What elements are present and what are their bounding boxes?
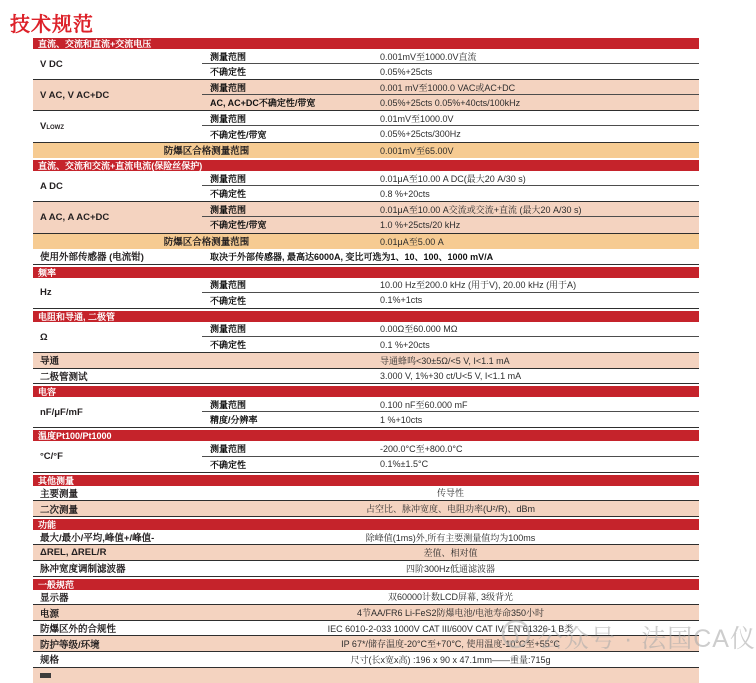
- group-label-subscript: LOWZ: [46, 125, 65, 132]
- spec-subrow: [202, 64, 699, 79]
- field-label: 测量范围: [210, 324, 247, 335]
- spec-group: [33, 171, 699, 202]
- section-header-bar: 直流、交流和交流+直流电流(保险丝保护): [33, 160, 699, 171]
- field-label: 测量范围: [210, 204, 247, 215]
- row-label: 最大/最小/平均,峰值+/峰值-: [40, 533, 155, 545]
- spec-subrow: [202, 322, 699, 337]
- spec-subrow: [202, 171, 699, 186]
- value-cell: 四阶300Hz低通滤波器: [405, 563, 496, 574]
- value-cell: 1.0 %+25cts/20 kHz: [380, 219, 461, 230]
- field-label: 不确定性: [210, 295, 247, 306]
- spec-subrow: [202, 412, 699, 427]
- group-label-text: nF/μF/mF: [40, 406, 83, 418]
- value-cell: 差值、相对值: [423, 548, 478, 559]
- field-label: 测量范围: [210, 82, 247, 93]
- partial-cutoff-row: [33, 668, 699, 683]
- value-cell: 0.1%+1cts: [380, 295, 423, 306]
- row-label: 防护等级/环境: [40, 639, 100, 651]
- value-cell: 0.01μA至10.00 A DC(最大20 A/30 s): [380, 173, 526, 184]
- section-header-bar: 电阻和导通, 二极管: [33, 311, 699, 322]
- value-cell: 0.05%+25cts 0.05%+40cts/100kHz: [380, 97, 521, 108]
- page-title: 技术规范: [10, 14, 94, 36]
- value-cell: IEC 6010-2-033 1000V CAT III/600V CAT IV, EN 61326-1 B类: [327, 623, 574, 634]
- field-label: 测量范围: [210, 444, 247, 455]
- spec-subrows: [202, 80, 699, 110]
- spec-group: [33, 397, 699, 428]
- group-label: [33, 202, 202, 232]
- row-label: ΔREL, ΔREL/R: [40, 547, 107, 559]
- spec-subrow: [202, 202, 699, 217]
- spec-subrow: [202, 441, 699, 456]
- spec-subrow: [202, 186, 699, 201]
- value-cell: 0.1%±1.5°C: [380, 459, 429, 470]
- value-cell: 尺寸(长x宽x高) :196 x 90 x 47.1mm——重量:715g: [350, 654, 551, 665]
- spec-group: [33, 322, 699, 353]
- spec-row: [33, 530, 699, 546]
- value-cell: 0.8 %+20cts: [380, 188, 430, 199]
- value-cell: 0.001 mV至1000.0 VAC或AC+DC: [380, 82, 516, 93]
- section-header-bar: 一般规范: [33, 579, 699, 590]
- value-cell: 占空比、脉冲宽度、电阻功率(U²/R)、dBm: [366, 504, 535, 515]
- value-cell: 导通蜂鸣<30±5Ω/<5 V, I<1.1 mA: [380, 355, 510, 366]
- row-label: 电源: [40, 608, 60, 620]
- section-header-bar: 直流、交流和直流+交流电压: [33, 38, 699, 49]
- field-label: 不确定性: [210, 67, 247, 78]
- field-label: 测量范围: [210, 280, 247, 291]
- row-label: 使用外部传感器 (电流钳): [40, 252, 144, 264]
- spec-subrows: [202, 441, 699, 471]
- group-label-text: A DC: [40, 180, 63, 192]
- value-cell: 双60000计数LCD屏幕, 3级背光: [387, 592, 514, 603]
- group-label: [33, 80, 202, 110]
- value-cell: 取决于外部传感器, 最高达6000A, 变比可选为1、10、100、1000 mV/A: [210, 251, 494, 262]
- value-cell: IP 67*/储存温度-20°C至+70°C, 使用温度-10°C至+55°C: [341, 639, 560, 650]
- group-label: [33, 49, 202, 79]
- field-label: 不确定性/带宽: [210, 220, 267, 231]
- value-cell: 1 %+10cts: [380, 414, 423, 425]
- group-label: [33, 322, 202, 352]
- value-cell: 0.01mV至1000.0V: [380, 113, 454, 124]
- spec-row: [33, 486, 699, 502]
- row-label: 脉冲宽度调制滤波器: [40, 564, 126, 576]
- value-cell: 0.01μA至10.00 A交流或交流+直流 (最大20 A/30 s): [380, 204, 582, 215]
- spec-group: [33, 49, 699, 80]
- field-label: 不确定性: [210, 189, 247, 200]
- spec-row: [33, 636, 699, 652]
- spec-subrow: [202, 278, 699, 293]
- watermark-text: 公众号 · 法国CA仪: [538, 624, 756, 653]
- spec-subrows: [202, 322, 699, 352]
- spec-row: [33, 605, 699, 621]
- value-cell: 0.00Ω至60.000 MΩ: [380, 324, 458, 335]
- value-cell: 0.001mV至65.00V: [380, 145, 454, 156]
- spec-subrow: [202, 80, 699, 95]
- spec-subrows: [202, 202, 699, 232]
- spec-row: [33, 561, 699, 577]
- spec-group: [33, 202, 699, 233]
- field-label: 测量范围: [210, 51, 247, 62]
- spec-row: [33, 652, 699, 668]
- value-cell: 0.1 %+20cts: [380, 339, 430, 350]
- value-cell: 4节AA/FR6 Li-FeS2防爆电池/电池寿命350小时: [356, 608, 545, 619]
- spec-subrows: [202, 171, 699, 201]
- group-label-text: Ω: [40, 331, 48, 343]
- group-label-text: V: [40, 120, 47, 132]
- value-cell: 0.05%+25cts: [380, 66, 433, 77]
- value-cell: 除峰值(1ms)外,所有主要测量值均为100ms: [365, 532, 536, 543]
- group-label-text: A AC, A AC+DC: [40, 211, 110, 223]
- spec-group: [33, 80, 699, 111]
- field-label: 精度/分辨率: [210, 415, 258, 426]
- group-label-text: Hz: [40, 287, 52, 299]
- field-label: 测量范围: [210, 173, 247, 184]
- field-label: 不确定性: [210, 340, 247, 351]
- section-header-bar: 频率: [33, 267, 699, 278]
- row-label: 二次测量: [40, 504, 79, 516]
- spec-subrow: [202, 293, 699, 308]
- field-label: 测量范围: [210, 399, 247, 410]
- spec-group: [33, 441, 699, 472]
- value-cell: -200.0°C至+800.0°C: [380, 444, 463, 455]
- value-cell: 0.05%+25cts/300Hz: [380, 129, 461, 140]
- spec-group: [33, 278, 699, 309]
- spec-subrow: [202, 217, 699, 232]
- group-label-text: V AC, V AC+DC: [40, 89, 110, 101]
- spec-group: [33, 111, 699, 142]
- spec-table: [33, 38, 699, 683]
- field-label: 测量范围: [210, 113, 247, 124]
- field-label: 不确定性: [210, 459, 247, 470]
- row-label: 防爆区外的合规性: [40, 624, 117, 636]
- atex-range-label: 防爆区合格测量范围: [163, 146, 250, 158]
- group-label: [33, 111, 202, 141]
- clipped-label-fragment: [40, 673, 51, 678]
- row-label: 导通: [40, 356, 60, 368]
- row-label: 规格: [40, 655, 60, 667]
- spec-row: [33, 590, 699, 606]
- value-cell: 传导性: [436, 488, 464, 499]
- value-cell: 0.100 nF至60.000 mF: [380, 399, 468, 410]
- spec-row: [33, 501, 699, 517]
- atex-range-label: 防爆区合格测量范围: [163, 237, 250, 249]
- row-label: 主要测量: [40, 488, 79, 500]
- spec-subrow: [202, 95, 699, 110]
- row-label: 显示器: [40, 592, 69, 604]
- section-header-bar: 功能: [33, 519, 699, 530]
- spec-subrows: [202, 49, 699, 79]
- spec-subrow: [202, 337, 699, 352]
- value-cell: 3.000 V, 1%+30 ct/U<5 V, I<1.1 mA: [380, 370, 522, 381]
- spec-row: [33, 249, 699, 265]
- spec-subrow: [202, 49, 699, 64]
- spec-subrows: [202, 278, 699, 308]
- spec-subrow: [202, 111, 699, 126]
- field-label: AC, AC+DC不确定性/带宽: [210, 98, 316, 109]
- section-header-bar: 温度Pt100/Pt1000: [33, 430, 699, 441]
- atex-range-row: [33, 234, 699, 250]
- spec-subrows: [202, 397, 699, 427]
- spec-subrow: [202, 397, 699, 412]
- field-label: 不确定性/带宽: [210, 129, 267, 140]
- group-label: [33, 171, 202, 201]
- row-label: 二极管测试: [40, 371, 88, 383]
- group-label-text: °C/°F: [40, 451, 63, 463]
- section-header-bar: 其他测量: [33, 475, 699, 486]
- value-cell: 10.00 Hz至200.0 kHz (用于V), 20.00 kHz (用于A): [380, 280, 577, 291]
- spec-subrow: [202, 457, 699, 472]
- value-cell: 0.01μA至5.00 A: [380, 236, 444, 247]
- spec-subrow: [202, 126, 699, 141]
- group-label: [33, 278, 202, 308]
- section-header-bar: 电容: [33, 386, 699, 397]
- spec-row: [33, 353, 699, 369]
- spec-row: [33, 621, 699, 637]
- spec-subrows: [202, 111, 699, 141]
- group-label: [33, 397, 202, 427]
- spec-row: [33, 369, 699, 385]
- atex-range-row: [33, 143, 699, 159]
- group-label: [33, 441, 202, 471]
- spec-row: [33, 545, 699, 561]
- group-label-text: V DC: [40, 58, 63, 70]
- value-cell: 0.001mV至1000.0V直流: [380, 51, 477, 62]
